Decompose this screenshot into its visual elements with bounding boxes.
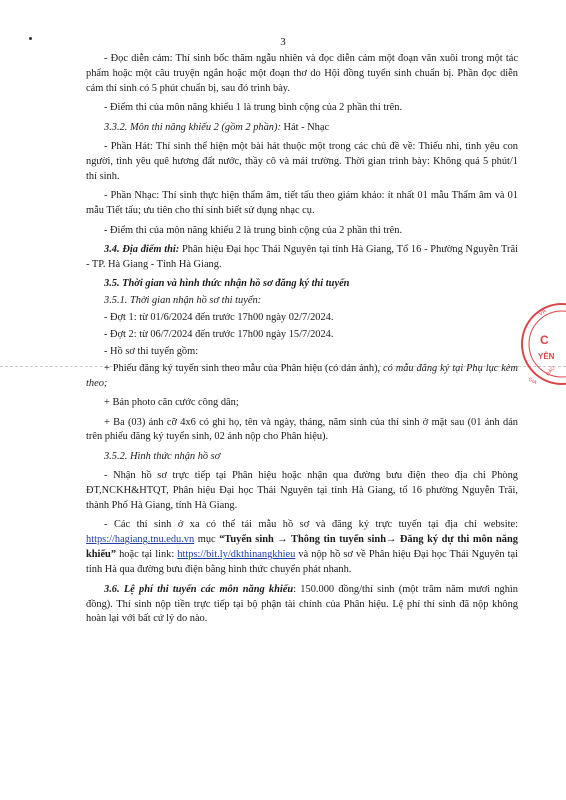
registration-link[interactable]: https://bit.ly/dkthinangkhieu (177, 549, 296, 561)
online-text-a: - Các thí sinh ở xa có thể tải mẫu hồ sơ và đăng ký trực tuyến tại địa chỉ website: (104, 519, 518, 531)
paragraph-subject-2 (86, 121, 518, 136)
subject-2-title: Hát - Nhạc (280, 121, 330, 133)
section-heading-3-5 (86, 277, 518, 292)
dossier-item-form (86, 362, 518, 392)
stamp-letter-1: VÀ (537, 308, 548, 318)
stamp-letter-3: YÊN (538, 352, 555, 361)
round-2: - Đợt 2: từ 06/7/2024 đến trước 17h00 ngày 15/7/2024. (104, 329, 334, 340)
paragraph-venue (86, 243, 518, 273)
document-body (86, 52, 518, 632)
stamp-letter-4: ĐÀO (544, 365, 557, 378)
dossier-item-id: + Bản photo căn cước công dân; (104, 397, 239, 409)
stamp-letter-5: GIA (527, 376, 538, 387)
online-menu-path: “Tuyển sinh → Thông tin tuyển sinh→ Đăng ký dự thi môn năng khiếu” (86, 534, 518, 561)
paragraph-score-2: - Điểm thi của môn năng khiếu 2 là trung bình cộng của 2 phần thi trên. (104, 224, 403, 236)
website-link[interactable]: https://hagiang.tnu.edu.vn (86, 534, 195, 546)
venue-text: Phân hiệu Đại học Thái Nguyên tại tỉnh Hà Giang, Tổ 16 - Phường Nguyễn Trãi - TP. Hà Giang - Tỉnh Hà Giang. (86, 243, 518, 270)
dossier-item-photos: + Ba (03) ảnh cỡ 4x6 có ghi họ, tên và ngày, tháng, năm sinh của thí sinh ở mặt sau (01 ảnh dán trên phiếu đăng ký tuyển sinh, 02 ảnh nộp cho Phân hiệu). (86, 416, 518, 443)
paragraph-submission: - Nhận hồ sơ trực tiếp tại Phân hiệu hoặc nhận qua đường bưu điện theo địa chỉ Phòng ĐT,NCKH&HTQT, Phân hiệu Đại học Thái Nguyên tại tỉnh Hà Giang, tổ 16 phường Nguyễn Trãi, thành Phố Hà Giang, tỉnh Hà Giang. (86, 470, 518, 512)
round-1: - Đợt 1: từ 01/6/2024 đến trước 17h00 ngày 02/7/2024. (104, 312, 334, 324)
page-number: 3 (280, 36, 286, 48)
section-heading-3-5-1 (86, 294, 518, 309)
fee-text: : 150.000 đồng/thí sinh (một trăm năm mươi nghìn đồng). Thí sinh nộp tiền trực tiếp tại bộ phận tài chính của Phân hiệu. Lệ phí thí sinh đã nộp không hoàn lại với bất cứ lý do nào. (86, 583, 518, 625)
form-text: + Phiếu đăng ký tuyển sinh theo mẫu của Phân hiệu (có dán ảnh), (104, 362, 384, 374)
paragraph-score-1: - Điểm thi của môn năng khiếu 1 là trung bình cộng của 2 phần thi trên. (104, 102, 403, 114)
venue-heading: 3.4. Địa điểm thi: (104, 243, 180, 255)
dossier-intro: - Hồ sơ thi tuyển gồm: (104, 345, 199, 357)
online-text-c: hoặc tại link: (116, 549, 178, 561)
subject-2-heading: 3.3.2. Môn thi năng khiếu 2 (gồm 2 phần): (104, 121, 281, 133)
paragraph-music: - Phần Nhạc: Thí sinh thực hiện thẩm âm, tiết tấu theo giám khảo: ít nhất 01 mẫu Thẩm âm và 01 mẫu Tiết tấu; ưu tiên cho thí sinh biết sử dụng nhạc cụ. (86, 190, 518, 217)
paragraph-reading: - Đọc diễn cảm: Thí sinh bốc thăm ngẫu nhiên và đọc diễn cảm một đoạn văn xuôi trong một tác phẩm hoặc một câu truyện ngắn hoặc một đoạn thơ do Hội đồng tuyển sinh chuẩn bị. Phần đọc diễn cảm thí sinh có 5 phút chuẩn bị, sau đó trình bày. (86, 53, 518, 94)
section-heading-3-5-2 (86, 450, 518, 465)
online-text-d: và nộp hồ sơ về Phân hiệu Đại học Thái Nguyên tại tỉnh Hà qua đường bưu điện bằng hình thức chuyển phát nhanh. (86, 549, 518, 576)
section-3-5-1-title: 3.5.1. Thời gian nhận hồ sơ thi tuyển: (104, 295, 262, 307)
paragraph-fee (86, 583, 518, 628)
online-text-b: mục (194, 534, 220, 546)
paragraph-singing: - Phần Hát: Thí sinh thể hiện một bài hát thuộc một trong các chủ đề về: Thiếu nhi, tình yêu con người, tình yêu quê hương đất nước, thầy cô và mái trường. Thời gian trình bày: Không quá 5 phút/1 thí sinh. (86, 141, 518, 182)
section-3-5-title: 3.5. Thời gian và hình thức nhận hồ sơ đăng ký thi tuyển (104, 278, 350, 290)
fee-heading: 3.6. Lệ phí thi tuyển các môn năng khiếu (104, 583, 294, 595)
seal-stamp-icon (518, 296, 566, 392)
form-note: có mẫu đăng ký tại Phụ lục kèm theo; (86, 362, 518, 389)
stamp-letter-2: C (540, 333, 549, 347)
section-3-5-2-title: 3.5.2. Hình thức nhận hồ sơ (104, 450, 221, 462)
paragraph-online (86, 518, 518, 578)
